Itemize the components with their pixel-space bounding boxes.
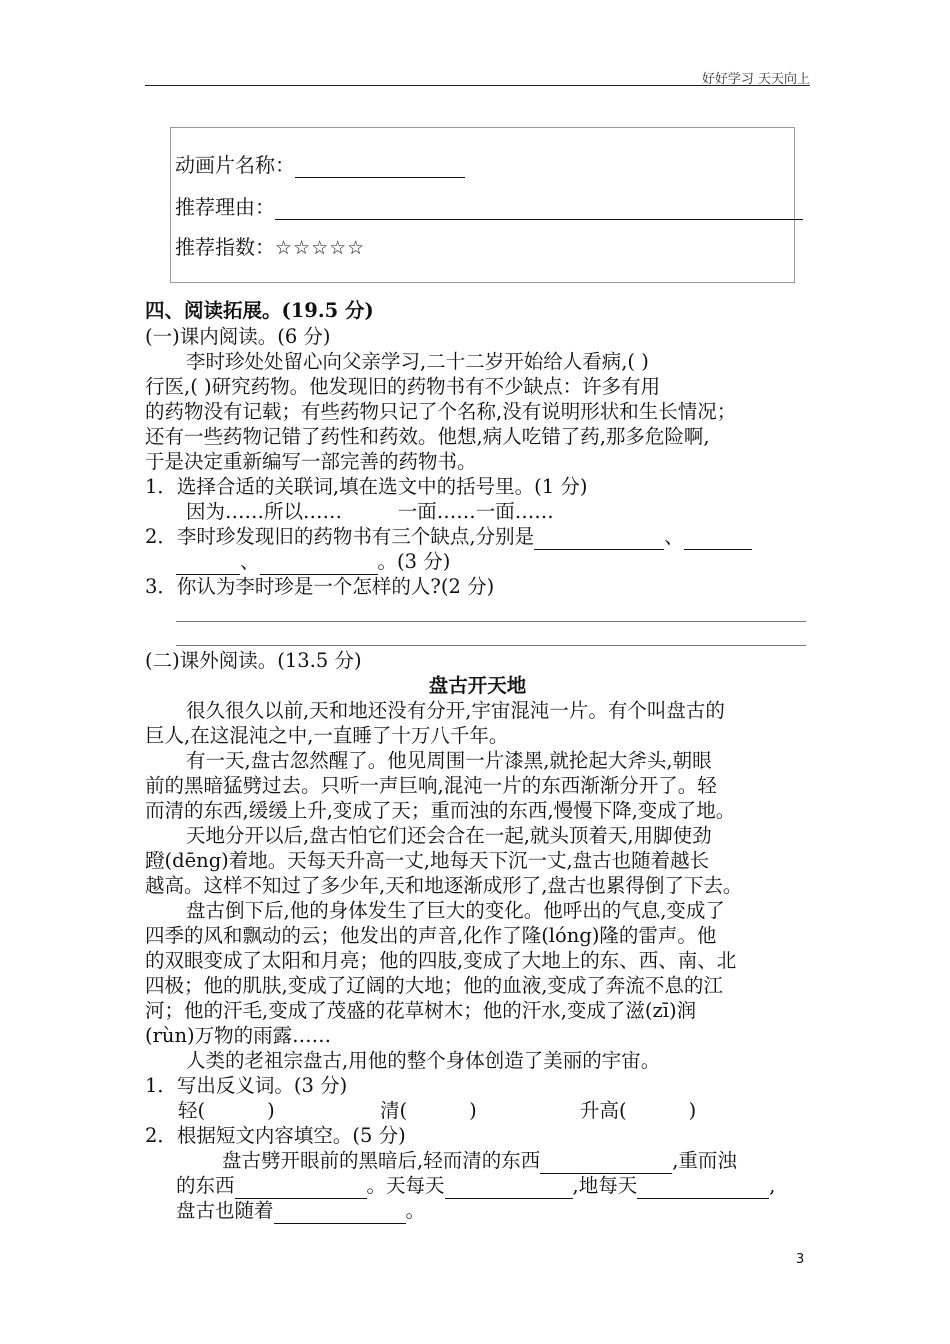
fill-text: 盘古劈开眼前的黑暗后,轻而清的东西 bbox=[222, 1149, 541, 1172]
fill-blank-3[interactable] bbox=[445, 1178, 573, 1199]
fill-text: 的东西 bbox=[176, 1174, 235, 1197]
rating-label: 推荐指数： bbox=[175, 235, 275, 259]
q3-answer-line[interactable] bbox=[176, 645, 806, 646]
part1-question-2 bbox=[145, 524, 752, 550]
q2-blank-1[interactable] bbox=[534, 529, 664, 550]
story-title: 盘古开天地 bbox=[428, 674, 527, 697]
reason-label: 推荐理由： bbox=[175, 195, 275, 219]
part1-passage-line: 行医,( )研究药物。他发现旧的药物书有不少缺点：许多有用 bbox=[145, 375, 661, 398]
q2-end: 。(3 分) bbox=[377, 550, 451, 573]
fill-line-1 bbox=[222, 1148, 737, 1174]
q2-separator-2: 、 bbox=[240, 550, 260, 573]
page-header: 好好学习 天天向上 bbox=[701, 72, 810, 87]
recommendation-box bbox=[170, 127, 795, 283]
part1-question-2-cont bbox=[176, 549, 450, 575]
rating-row bbox=[175, 234, 365, 261]
section-title: 四、阅读拓展。(19.5 分) bbox=[145, 299, 374, 322]
cartoon-name-label: 动画片名称： bbox=[175, 153, 295, 177]
part1-heading: (一)课内阅读。(6 分) bbox=[145, 325, 331, 348]
part1-question-1: 1．选择合适的关联词,填在选文中的括号里。(1 分) bbox=[145, 475, 588, 498]
star-rating-icons[interactable]: ☆☆☆☆☆ bbox=[275, 237, 366, 259]
fill-line-3 bbox=[176, 1198, 425, 1224]
fill-text: 。 bbox=[405, 1199, 426, 1222]
fill-blank-2[interactable] bbox=[235, 1178, 367, 1199]
fill-blank-4[interactable] bbox=[637, 1178, 769, 1199]
story-line: 越高。这样不知过了多少年,天和地逐渐成形了,盘古也累得倒了下去。 bbox=[145, 874, 743, 897]
page-number: 3 bbox=[796, 1252, 805, 1267]
antonym-item-2[interactable]: 清( ) bbox=[380, 1099, 477, 1122]
fill-line-2 bbox=[176, 1173, 775, 1199]
antonym-item-3[interactable]: 升高( ) bbox=[580, 1099, 697, 1122]
fill-text: , bbox=[769, 1174, 776, 1197]
q2-blank-2a[interactable] bbox=[684, 529, 752, 550]
story-line: 前的黑暗猛劈过去。只听一声巨响,混沌一片的东西渐渐分开了。轻 bbox=[145, 774, 717, 797]
part1-passage-line: 的药物没有记载；有些药物只记了个名称,没有说明形状和生长情况； bbox=[145, 400, 737, 423]
story-line: 人类的老祖宗盘古,用他的整个身体创造了美丽的宇宙。 bbox=[186, 1049, 661, 1072]
cartoon-name-row bbox=[175, 152, 465, 178]
story-line: 河；他的汗毛,变成了茂盛的花草树木；他的汗水,变成了滋(zī)润 bbox=[145, 999, 697, 1022]
reason-row bbox=[175, 194, 803, 220]
fill-blank-1[interactable] bbox=[540, 1153, 672, 1174]
story-line: 蹬(dēng)着地。天每天升高一丈,地每天下沉一丈,盘古也随着越长 bbox=[145, 849, 710, 872]
q2-blank-2b[interactable] bbox=[176, 554, 240, 575]
fill-text: ,地每天 bbox=[572, 1174, 638, 1197]
part2-question-1: 1．写出反义词。(3 分) bbox=[145, 1074, 348, 1097]
q3-answer-line[interactable] bbox=[176, 621, 806, 622]
story-line: 四极；他的肌肤,变成了辽阔的大地；他的血液,变成了奔流不息的江 bbox=[145, 974, 723, 997]
story-line: 很久很久以前,天和地还没有分开,宇宙混沌一片。有个叫盘古的 bbox=[186, 699, 725, 722]
q2-blank-3[interactable] bbox=[260, 554, 378, 575]
fill-text: 盘古也随着 bbox=[176, 1199, 274, 1222]
fill-text: 。天每天 bbox=[366, 1174, 445, 1197]
story-line: 有一天,盘古忽然醒了。他见周围一片漆黑,就抡起大斧头,朝眼 bbox=[186, 749, 712, 772]
reason-blank[interactable] bbox=[275, 197, 803, 220]
part1-passage-line: 于是决定重新编写一部完善的药物书。 bbox=[145, 450, 477, 473]
story-line: 天地分开以后,盘古怕它们还会合在一起,就头顶着天,用脚使劲 bbox=[186, 824, 712, 847]
fill-text: ,重而浊 bbox=[672, 1149, 737, 1172]
story-line: 四季的风和飘动的云；他发出的声音,化作了隆(lóng)隆的雷声。他 bbox=[145, 924, 717, 947]
story-line: 的双眼变成了太阳和月亮；他的四肢,变成了大地上的东、西、南、北 bbox=[145, 949, 737, 972]
part1-q1-options: 因为……所以…… 一面……一面…… bbox=[186, 500, 554, 523]
antonym-item-1[interactable]: 轻( ) bbox=[178, 1099, 275, 1122]
fill-blank-5[interactable] bbox=[274, 1203, 406, 1224]
part1-passage-line: 还有一些药物记错了药性和药效。他想,病人吃错了药,那多危险啊, bbox=[145, 425, 710, 448]
q2-separator: 、 bbox=[664, 525, 684, 548]
story-line: 而清的东西,缓缓上升,变成了天；重而浊的东西,慢慢下降,变成了地。 bbox=[145, 799, 736, 822]
story-line: 盘古倒下后,他的身体发生了巨大的变化。他呼出的气息,变成了 bbox=[186, 899, 725, 922]
cartoon-name-blank[interactable] bbox=[295, 155, 465, 178]
part1-passage-line: 李时珍处处留心向父亲学习,二十二岁开始给人看病,( ) bbox=[186, 350, 649, 373]
q2-text: 2．李时珍发现旧的药物书有三个缺点,分别是 bbox=[145, 525, 535, 548]
part1-question-3: 3．你认为李时珍是一个怎样的人?(2 分) bbox=[145, 575, 495, 598]
story-line: 巨人,在这混沌之中,一直睡了十万八千年。 bbox=[145, 724, 509, 747]
story-line: (rùn)万物的雨露…… bbox=[145, 1024, 332, 1047]
header-rule bbox=[145, 85, 810, 86]
part2-heading: (二)课外阅读。(13.5 分) bbox=[145, 649, 362, 672]
part2-question-2: 2．根据短文内容填空。(5 分) bbox=[145, 1124, 406, 1147]
